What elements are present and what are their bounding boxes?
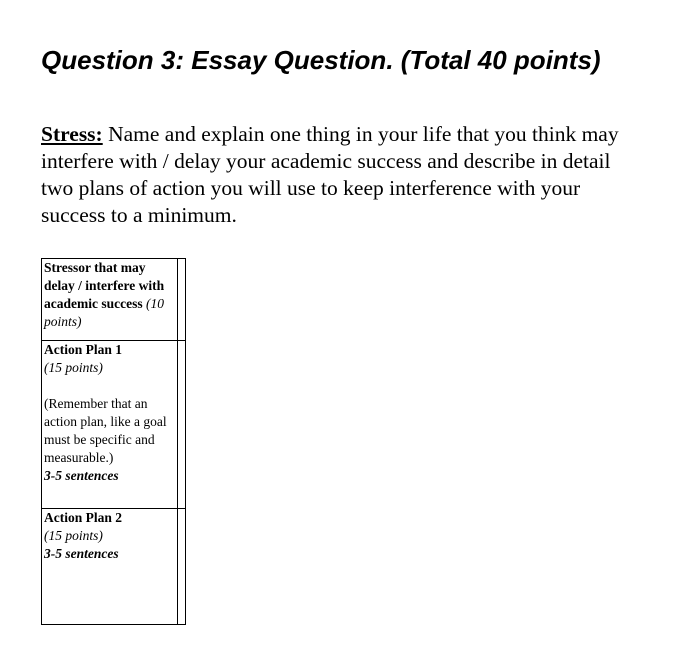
spacer	[44, 377, 177, 395]
prompt-label: Stress:	[41, 122, 103, 146]
action-plan-1-length: 3-5 sentences	[44, 468, 119, 483]
action-plan-2-title: Action Plan 2	[44, 510, 123, 525]
action-plan-1-answer-cell[interactable]	[178, 341, 186, 509]
stressor-row	[42, 259, 186, 341]
question-title: Question 3: Essay Question. (Total 40 points)	[41, 45, 601, 75]
action-plan-2-prompt-cell	[42, 509, 178, 625]
action-plan-1-reminder: (Remember that an action plan, like a goal must be specific and measurable.)	[44, 396, 167, 465]
stressor-prompt-cell	[42, 259, 178, 341]
action-plan-2-answer-cell[interactable]	[178, 509, 186, 625]
essay-prompt	[41, 121, 621, 229]
stressor-title: Stressor that may delay / interfere with academic success	[44, 260, 165, 311]
action-plan-1-points: (15 points)	[44, 360, 103, 375]
action-plan-1-row	[42, 341, 186, 509]
action-plan-2-points: (15 points)	[44, 528, 103, 543]
stressor-answer-cell[interactable]	[178, 259, 186, 341]
prompt-text: Name and explain one thing in your life that you think may interfere with / delay your academic success and describe in detail two plans of action you will use to keep interference with your success to a minimum.	[41, 122, 619, 227]
action-plan-1-title: Action Plan 1	[44, 342, 123, 357]
action-plan-2-row	[42, 509, 186, 625]
stressor-points: (10 points)	[44, 296, 164, 329]
answer-table	[41, 258, 186, 625]
action-plan-1-prompt-cell	[42, 341, 178, 509]
action-plan-2-length: 3-5 sentences	[44, 546, 119, 561]
